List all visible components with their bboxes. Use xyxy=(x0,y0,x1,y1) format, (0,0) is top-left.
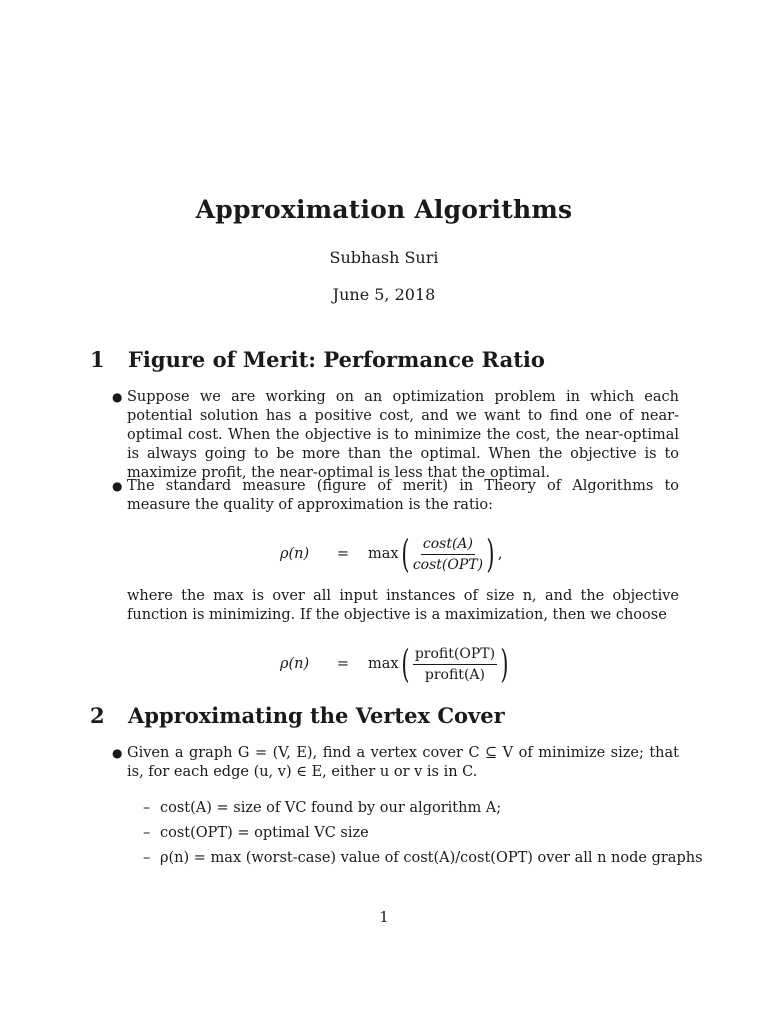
eq1-denominator: cost(OPT) xyxy=(412,556,484,573)
section-2-title: Approximating the Vertex Cover xyxy=(128,703,505,728)
eq2-fraction xyxy=(413,646,497,683)
eq1-fraction xyxy=(413,536,483,573)
paper-title: Approximation Algorithms xyxy=(195,195,573,224)
eq2-denominator: profit(A) xyxy=(424,666,485,683)
sub-item-2: cost(OPT) = optimal VC size xyxy=(160,825,369,841)
section-1-between-text: where the max is over all input instances of size n, and the objective function is minimizing. If the objective is a maximization, then we choose xyxy=(127,588,679,623)
eq2-equals: = xyxy=(336,656,350,672)
eq1-lhs: ρ(n) xyxy=(280,546,310,562)
eq2-numerator: profit(OPT) xyxy=(413,646,497,665)
paper-date: June 5, 2018 xyxy=(332,285,436,304)
eq1-trailing-comma: , xyxy=(497,546,503,562)
sub-item-3: ρ(n) = max (worst-case) value of cost(A)/cost(OPT) over all n node graphs xyxy=(160,850,703,866)
section-1-bullet-2: The standard measure (figure of merit) in Theory of Algorithms to measure the quality of approximation is the ratio: xyxy=(127,478,679,513)
section-2-heading xyxy=(90,703,505,728)
right-paren-icon: ) xyxy=(486,532,495,576)
section-1-bullet-1: Suppose we are working on an optimization problem in which each potential solution has a positive cost, and we want to find one of near-optimal cost. When the objective is to minimize the cost, the near-optimal is always going to be more than the optimal. When the objective is to maximize profit, the near-optimal is less that the optimal. xyxy=(127,389,679,481)
sub-item-1: cost(A) = size of VC found by our algorithm A; xyxy=(160,800,502,816)
page-number: 1 xyxy=(379,908,389,926)
section-1-heading xyxy=(90,347,545,372)
equation-performance-ratio-min xyxy=(280,530,520,578)
equation-performance-ratio-max xyxy=(280,640,520,688)
section-1-number: 1 xyxy=(90,347,105,372)
eq1-numerator: cost(A) xyxy=(421,536,475,555)
section-1-title: Figure of Merit: Performance Ratio xyxy=(128,347,545,372)
left-paren-icon: ( xyxy=(401,532,410,576)
bullet-icon: ● xyxy=(112,746,123,760)
dash-icon: – xyxy=(143,825,151,841)
eq2-max: max xyxy=(368,656,399,672)
author-name: Subhash Suri xyxy=(329,248,439,267)
right-paren-icon: ) xyxy=(500,642,509,686)
bullet-icon: ● xyxy=(112,390,123,404)
bullet-icon: ● xyxy=(112,479,123,493)
eq1-equals: = xyxy=(336,546,350,562)
left-paren-icon: ( xyxy=(401,642,410,686)
eq1-max: max xyxy=(368,546,399,562)
dash-icon: – xyxy=(143,800,151,816)
section-2-bullet-1: Given a graph G = (V, E), find a vertex cover C ⊆ V of minimize size; that is, for each edge (u, v) ∈ E, either u or v is in C. xyxy=(127,745,679,780)
section-2-number: 2 xyxy=(90,703,105,728)
dash-icon: – xyxy=(143,850,151,866)
eq2-lhs: ρ(n) xyxy=(280,656,310,672)
